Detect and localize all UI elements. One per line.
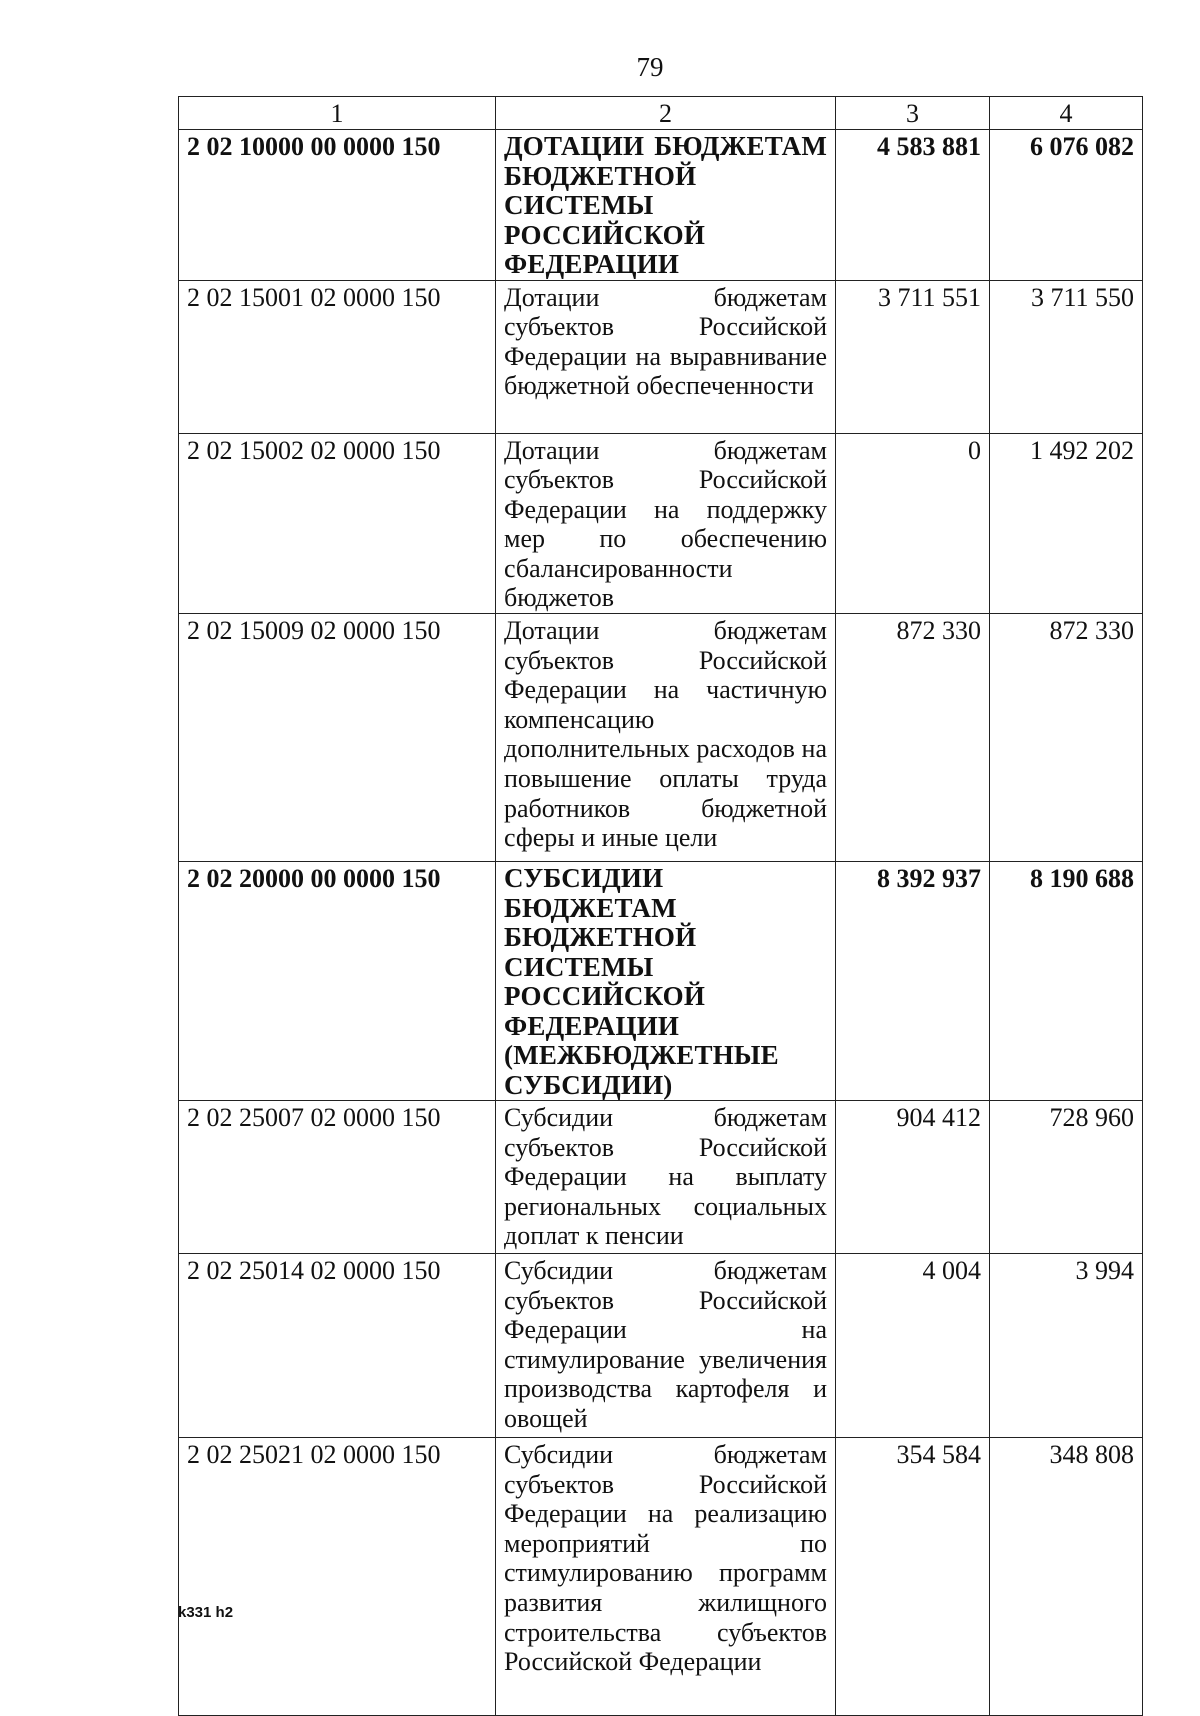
amount-col4-cell: 3 994 [990, 1254, 1143, 1438]
footer-code: k331 h2 [178, 1604, 234, 1621]
amount-col4-cell: 8 190 688 [990, 862, 1143, 1101]
revenue-code-cell: 2 02 25007 02 0000 150 [179, 1101, 496, 1254]
table-row [179, 1438, 1143, 1716]
column-header-3: 3 [836, 97, 990, 130]
column-header-4: 4 [990, 97, 1143, 130]
revenue-name-cell: Дотации бюджетам субъектов Российской Федерации на поддержку мер по обеспечению сбалансированности бюджетов [496, 433, 836, 614]
revenue-code-cell: 2 02 25021 02 0000 150 [179, 1438, 496, 1716]
amount-col4-cell: 1 492 202 [990, 433, 1143, 614]
revenue-name-cell: Дотации бюджетам субъектов Российской Федерации на частичную компенсацию дополнительных расходов на повышение оплаты труда работников бюджетной сферы и иные цели [496, 614, 836, 862]
table-row-section [179, 862, 1143, 1101]
revenue-name-cell: СУБСИДИИ БЮДЖЕТАМ БЮДЖЕТНОЙ СИСТЕМЫ РОССИЙСКОЙ ФЕДЕРАЦИИ (МЕЖБЮДЖЕТНЫЕ СУБСИДИИ) [496, 862, 836, 1101]
revenue-code-cell: 2 02 15002 02 0000 150 [179, 433, 496, 614]
table-row-section [179, 130, 1143, 281]
revenue-name-cell: Субсидии бюджетам субъектов Российской Федерации на реализацию мероприятий по стимулированию программ развития жилищного строительства субъектов Российской Федерации [496, 1438, 836, 1716]
amount-col3-cell: 0 [836, 433, 990, 614]
column-header-1: 1 [179, 97, 496, 130]
budget-table [178, 96, 1143, 1716]
amount-col3-cell: 904 412 [836, 1101, 990, 1254]
amount-col4-cell: 872 330 [990, 614, 1143, 862]
amount-col4-cell: 348 808 [990, 1438, 1143, 1716]
amount-col3-cell: 872 330 [836, 614, 990, 862]
revenue-name-cell: Дотации бюджетам субъектов Российской Федерации на выравнивание бюджетной обеспеченности [496, 280, 836, 433]
amount-col3-cell: 354 584 [836, 1438, 990, 1716]
revenue-name-cell: ДОТАЦИИ БЮДЖЕТАМ БЮДЖЕТНОЙ СИСТЕМЫ РОССИЙСКОЙ ФЕДЕРАЦИИ [496, 130, 836, 281]
table-header-row [179, 97, 1143, 130]
revenue-name-cell: Субсидии бюджетам субъектов Российской Федерации на выплату региональных социальных доплат к пенсии [496, 1101, 836, 1254]
table-row [179, 280, 1143, 433]
revenue-code-cell: 2 02 15001 02 0000 150 [179, 280, 496, 433]
amount-col4-cell: 728 960 [990, 1101, 1143, 1254]
table-row [179, 433, 1143, 614]
table-row [179, 614, 1143, 862]
revenue-code-cell: 2 02 10000 00 0000 150 [179, 130, 496, 281]
amount-col3-cell: 4 583 881 [836, 130, 990, 281]
amount-col4-cell: 6 076 082 [990, 130, 1143, 281]
revenue-code-cell: 2 02 15009 02 0000 150 [179, 614, 496, 862]
amount-col3-cell: 4 004 [836, 1254, 990, 1438]
table-row [179, 1101, 1143, 1254]
table-body [179, 130, 1143, 1716]
page-number: 79 [636, 52, 664, 82]
amount-col3-cell: 3 711 551 [836, 280, 990, 433]
amount-col4-cell: 3 711 550 [990, 280, 1143, 433]
table-row [179, 1254, 1143, 1438]
revenue-name-cell: Субсидии бюджетам субъектов Российской Федерации на стимулирование увеличения производства картофеля и овощей [496, 1254, 836, 1438]
amount-col3-cell: 8 392 937 [836, 862, 990, 1101]
column-header-2: 2 [496, 97, 836, 130]
revenue-code-cell: 2 02 20000 00 0000 150 [179, 862, 496, 1101]
revenue-code-cell: 2 02 25014 02 0000 150 [179, 1254, 496, 1438]
